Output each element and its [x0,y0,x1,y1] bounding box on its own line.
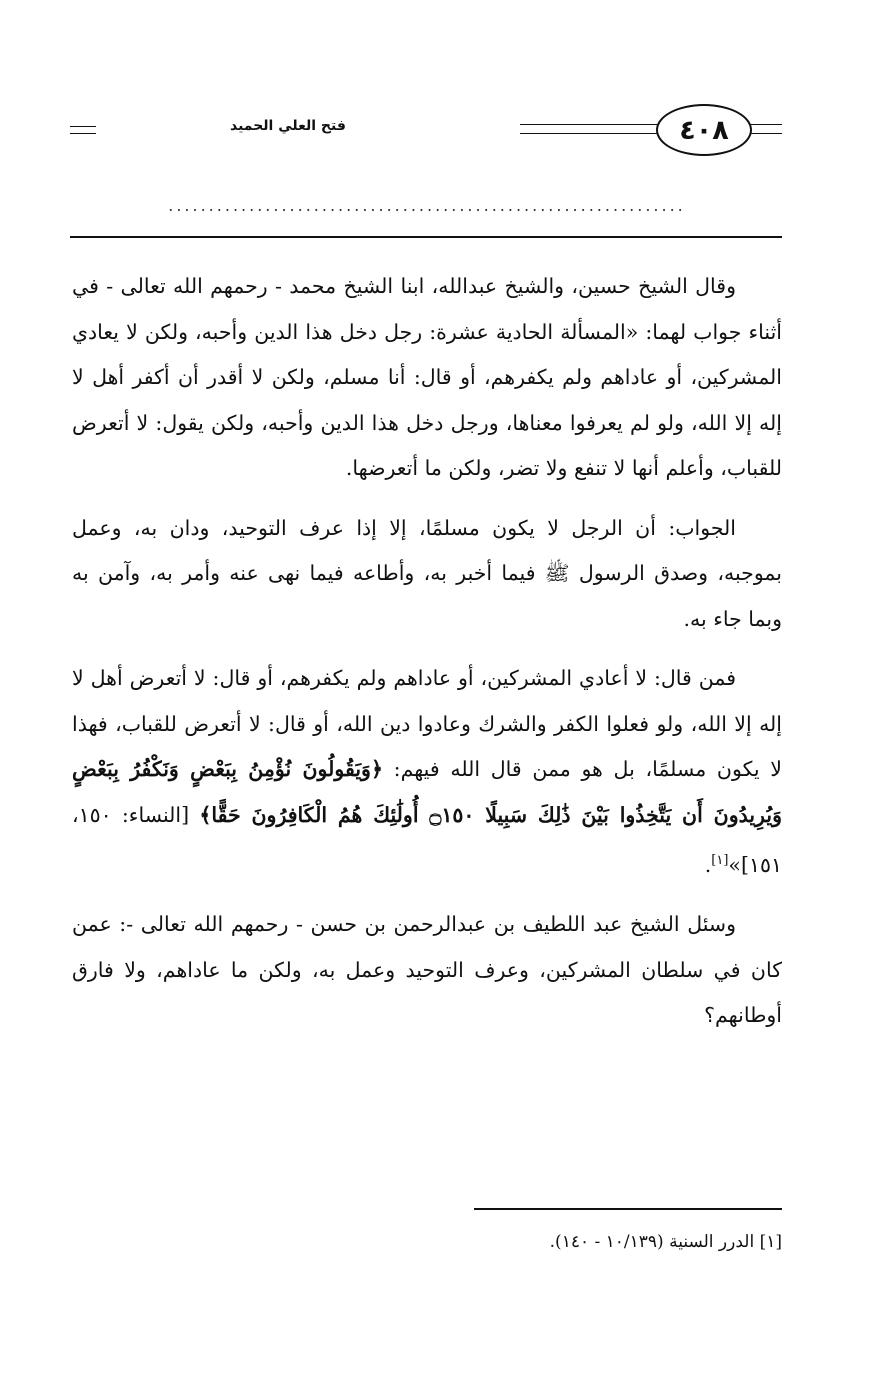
paragraph-2: الجواب: أن الرجل لا يكون مسلمًا، إلا إذا عرف التوحيد، ودان به، وعمل بموجبه، وصدق الرسول ﷺ فيما أخبر به، وأطاعه فيما نهى عنه وأمر به، وآمن به وبما جاء به. [72,515,782,631]
page-header [70,100,782,160]
verse-citation: [النساء: ١٥٠، ١٥١]» [72,802,782,877]
title-double-rule [70,126,96,134]
paragraph-3: فمن قال: لا أعادي المشركين، أو عاداهم ولم يكفرهم، أو قال: لا أتعرض أهل لا إله إلا الله، ولو فعلوا الكفر والشرك وعادوا دين الله، أو قال: لا أتعرض للقباب، فهذا لا يكون مسلمًا، بل هو ممن قال الله فيهم: ﴿وَيَقُولُونَ نُؤْمِنُ بِبَعْضٍ وَنَكْفُرُ بِبَعْضٍ وَيُرِيدُونَ أَن يَتَّخِذُوا بَيْنَ ذَٰلِكَ سَبِيلًا ۝١٥٠ أُولَٰئِكَ هُمُ الْكَافِرُونَ حَقًّا﴾ [النساء: ١٥٠، ١٥١]»[١]. [72,666,782,877]
page-number: ٤٠٨ [656,104,752,156]
paragraph-4: وسئل الشيخ عبد اللطيف بن عبدالرحمن بن حسن - رحمهم الله تعالى -: عمن كان في سلطان المشركين، وعرف التوحيد وعمل به، ولكن ما عاداهم، ولا فارق أوطانهم؟ [72,912,782,1028]
paragraph-1: وقال الشيخ حسين، والشيخ عبدالله، ابنا الشيخ محمد - رحمهم الله تعالى - في أثناء جواب لهما: «المسألة الحادية عشرة: رجل دخل هذا الدين وأحبه، ولكن لا يعادي المشركين، أو عاداهم ولم يكفرهم، أو قال: أنا مسلم، ولكن لا أقدر أن أكفر أهل لا إله إلا الله، ولو لم يعرفوا معناها، ورجل دخل هذا الدين وأحبه، ولكن يقول: لا أتعرض للقباب، وأعلم أنها لا تنفع ولا تضر، ولكن ما أتعرضها. [72,274,782,480]
footnote-ref: [١] [711,853,729,868]
paragraph-3-intro: فمن قال: لا أعادي المشركين، أو عاداهم ولم يكفرهم، أو قال: لا أتعرض أهل لا إله إلا الله، ولو فعلوا الكفر والشرك وعادوا دين الله، أو قال: لا أتعرض للقباب، فهذا لا يكون مسلمًا، بل هو ممن قال الله فيهم: [72,666,782,781]
book-title: فتح العلي الحميد [230,118,346,134]
footnote-divider [474,1208,782,1210]
dotted-separator: ................................................................ [168,196,686,215]
quran-verse: ﴿وَيَقُولُونَ نُؤْمِنُ بِبَعْضٍ وَنَكْفُرُ بِبَعْضٍ وَيُرِيدُونَ أَن يَتَّخِذُوا بَيْنَ ذَٰلِكَ سَبِيلًا ۝١٥٠ أُولَٰئِكَ هُمُ الْكَافِرُونَ حَقًّا﴾ [72,757,782,827]
header-divider [70,236,782,238]
footnote: [١] الدرر السنية (١٠/١٣٩ - ١٤٠). [549,1232,782,1252]
body-text [72,264,782,1053]
